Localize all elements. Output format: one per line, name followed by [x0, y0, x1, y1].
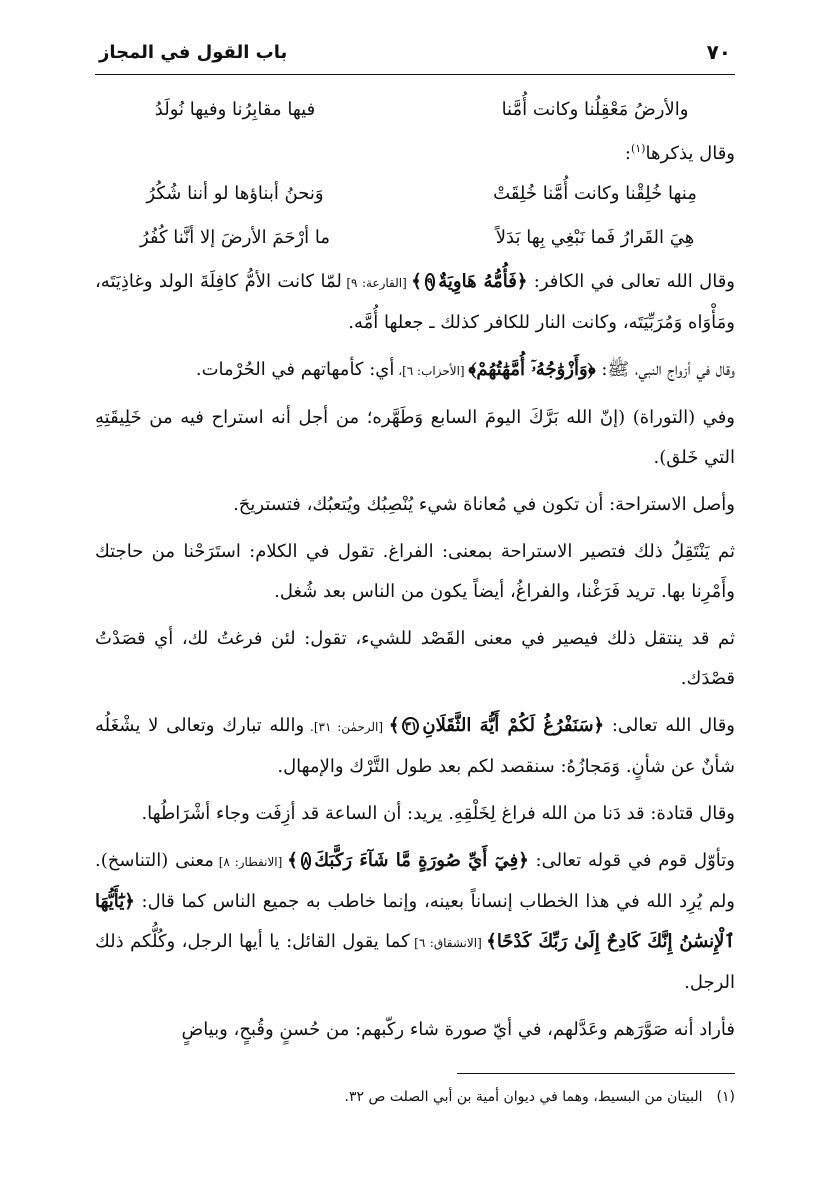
paragraph: وفي (التوراة) (إنّ الله بَرَّكَ اليومَ السابع وَطَهَّره؛ من أجل أنه استراح فيه من خَلِيقَتِهِ التي خَلق). [95, 407, 735, 468]
page-header [95, 34, 735, 75]
footnote-marker: (١) [630, 142, 646, 155]
quran-reference: [الانفطار: ٨] [213, 855, 288, 869]
quran-quote: ﴿سَنَفْرُغُ لَكُمْ أَيُّهَ الثَّقَلَانِ [422, 715, 605, 736]
paragraph-text: لمّا كانت الأمُّ كافِلَةَ الولد وغاذِيَتَه، ومَأْوَاه وَمُرَبِّيَتَه، وكانت النار للكافر كذلك ـ جعلها أُمَّه. [95, 271, 735, 333]
ayah-number-badge: ٣١ [404, 719, 418, 733]
paragraph-text: معنى (التناسخ). ولم يُرِد الله في هذا الخطاب إنساناً بعينه، وإنما خاطب به جميع الناس كما قال: [95, 850, 736, 912]
paragraph-text: أي: كأمهاتهم في الحُرْمات. [195, 359, 395, 380]
paragraph: وقال قتادة: قد دَنا من الله فراغ لِخَلْقِهِ. يريد: أن الساعة قد أزِفَت وجاء أشْرَاطُها. [141, 803, 735, 824]
quran-quote: ﴿يَٰٓأَيُّهَا ٱلْإِنسَٰنُ إِنَّكَ كَادِحٌ إِلَىٰ رَبِّكَ كَدْحًا﴾ [95, 891, 735, 952]
paragraph [95, 350, 735, 391]
poem-verse [95, 218, 735, 262]
paragraph-text: والله تبارك وتعالى لا يشْغَلُه شأنٌ عن شأنٍ. وَمَجازُهُ: سنقصد لكم بعد طول التَّرْك والإمهال. [95, 715, 735, 777]
quran-reference: [الرحمٰن: ٣١]. [304, 720, 389, 734]
paragraph [95, 706, 735, 787]
verse-second-hemistich: ما أرْحَمَ الأرضَ إلا أنَّنا كُفُرُ [139, 227, 331, 248]
paragraph: وأصل الاستراحة: أن تكون في مُعاناة شيء يُنْصِبُك ويُتعبُك، فتستريحَ. [233, 494, 735, 515]
paragraph [95, 841, 735, 1003]
ayah-number-badge: ٩ [426, 275, 434, 289]
footnote-number: (١) [716, 1089, 735, 1105]
quran-quote-close: ﴾ [411, 271, 422, 292]
quran-quote: ﴿فَأُمُّهُ هَاوِيَةٌ [438, 271, 528, 292]
ayah-number-badge: ٨ [302, 854, 310, 868]
quran-quote-close: ﴾ [388, 715, 400, 736]
verse-first-hemistich: مِنها خُلِقْنا وكانت أُمَّنا خُلِقَتْ [493, 183, 697, 204]
quran-quote: ﴿فِيٓ أَيِّ صُورَةٍ مَّا شَآءَ رَكَّبَكَ [314, 850, 529, 871]
quran-reference: [الانشقاق: ٦] [409, 936, 487, 950]
footnote-divider [457, 1073, 735, 1074]
running-title: باب القول في المجاز [99, 42, 288, 63]
verse-second-hemistich: فيها مقابِرُنا وفيها نُولَدُ [154, 99, 316, 120]
quran-reference: [القارعة: ٩] [341, 276, 412, 290]
quran-quote-close: ﴾ [287, 850, 298, 871]
paragraph: ثم قد ينتقل ذلك فيصير في معنى القَصْد للشيء، تقول: لئن فرغتُ لك، أي قصَدْتُ قصْدَك. [95, 628, 735, 689]
verse-intro-colon: : [624, 143, 631, 164]
verse-first-hemistich: والأرضُ مَعْقِلُنا وكانت أُمَّنا [501, 99, 689, 120]
poem-verse [95, 174, 735, 218]
page-body [95, 90, 735, 1057]
verse-intro-text: وقال يذكرها [645, 143, 735, 164]
quran-reference: [الأحزاب: ٦]، [394, 364, 469, 378]
paragraph-text: كما يقول القائل: يا أيها الرجل، وكُلُّكم ذلك الرجل. [95, 931, 735, 993]
footnote-text: البيتان من البسيط، وهما في ديوان أمية بن أبي الصلت ص ٣٢. [344, 1089, 703, 1105]
poem-verse [95, 90, 735, 134]
paragraph: فأراد أنه صَوَّرَهم وعَدَّلهم، في أيّ صورة شاء ركّبهم: من حُسنٍ وقُبحٍ، وبياضٍ [181, 1019, 735, 1040]
paragraph-text: وقال الله تعالى: [604, 715, 735, 736]
verse-second-hemistich: وَنحنُ أبناؤها لو أننا شُكُرُ [146, 183, 324, 204]
verse-intro [95, 134, 735, 174]
paragraph-text: وقال في أزواج النبي، ﷺ: [595, 359, 735, 380]
paragraph [95, 262, 735, 343]
verse-first-hemistich: هِيَ القَرارُ فَما نَبْغِي بِها بَدَلاً [495, 227, 695, 248]
paragraph: ثم يَنْتَقِلُ ذلك فتصير الاستراحة بمعنى: الفراغ. تقول في الكلام: استَرَحْنا من حاجتك وأَمْرِنا بها. تريد فَرَغْنا، والفراغُ، أيضاً يكون من الناس بعد شُغل. [95, 541, 735, 602]
footnote [95, 1086, 735, 1108]
quran-quote: ﴿وَأَزْوَٰجُهُۥٓ أُمَّهَٰتُهُمْ﴾ [468, 359, 596, 380]
paragraph-text: وقال الله تعالى في الكافر: [527, 271, 736, 292]
page-number: ٧٠ [706, 40, 731, 64]
paragraph-text: وتأوّل قوم في قوله تعالى: [528, 850, 735, 871]
